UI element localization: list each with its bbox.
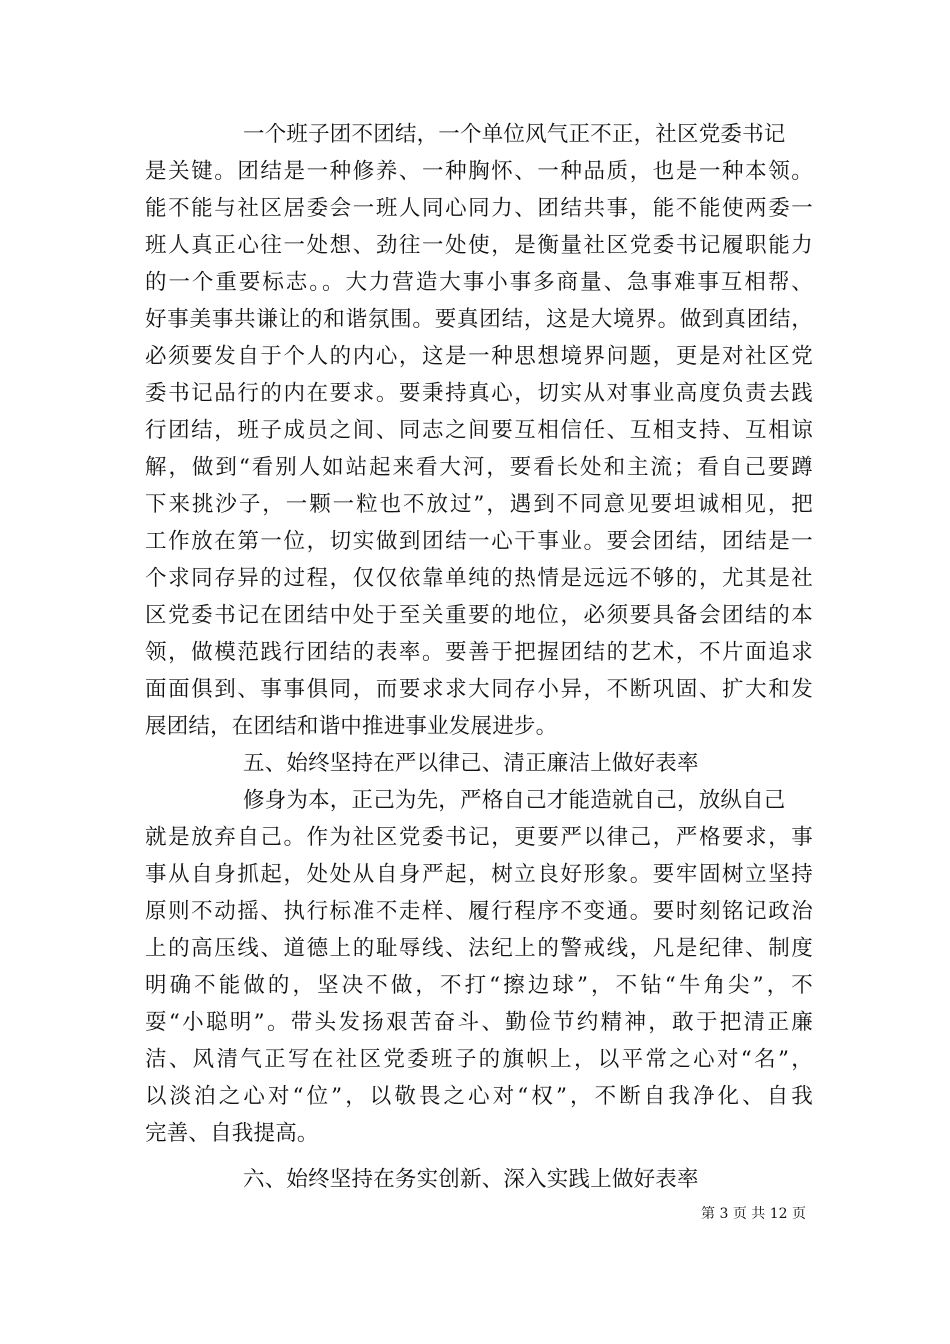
paragraph-unity xyxy=(145,116,813,745)
text-line: 事从自身抓起，处处从自身严起，树立良好形象。要牢固树立坚持 xyxy=(145,862,813,887)
text-line: 区党委书记在团结中处于至关重要的地位，必须要具备会团结的本 xyxy=(145,603,813,628)
text-line: 委书记品行的内在要求。要秉持真心，切实从对事业高度负责去践 xyxy=(145,381,813,406)
text-line: 展团结，在团结和谐中推进事业发展进步。 xyxy=(145,714,558,739)
text-line: 面面俱到、事事俱同，而要求求大同存小异，不断巩固、扩大和发 xyxy=(145,677,813,702)
page-number: 第 3 页 共 12 页 xyxy=(701,1206,806,1222)
text-line: 个求同存异的过程，仅仅依靠单纯的热情是远远不够的，尤其是社 xyxy=(145,566,813,591)
heading-text: 六、始终坚持在务实创新、深入实践上做好表率 xyxy=(243,1167,699,1192)
section-heading-6 xyxy=(145,1161,813,1198)
paragraph-self-discipline xyxy=(145,782,813,1152)
text-line: 是关键。团结是一种修养、一种胸怀、一种品质，也是一种本领。 xyxy=(145,159,813,184)
text-line: 领，做模范践行团结的表率。要善于把握团结的艺术，不片面追求 xyxy=(145,640,813,665)
text-line: 完善、自我提高。 xyxy=(145,1121,319,1146)
text-line: 的一个重要标志。。大力营造大事小事多商量、急事难事互相帮、 xyxy=(145,270,813,295)
text-line: 好事美事共谦让的和谐氛围。要真团结，这是大境界。做到真团结， xyxy=(145,307,813,332)
text-line: 明确不能做的，坚决不做，不打“擦边球”，不钻“牛角尖”，不 xyxy=(145,973,813,998)
heading-text: 五、始终坚持在严以律己、清正廉洁上做好表率 xyxy=(243,751,699,776)
text-line: 洁、风清气正写在社区党委班子的旗帜上，以平常之心对“名”， xyxy=(145,1047,813,1072)
text-line: 能不能与社区居委会一班人同心同力、团结共事，能不能使两委一 xyxy=(145,196,813,221)
text-line: 上的高压线、道德上的耻辱线、法纪上的警戒线，凡是纪律、制度 xyxy=(145,936,813,961)
text-line: 耍“小聪明”。带头发扬艰苦奋斗、勤俭节约精神，敢于把清正廉 xyxy=(145,1010,813,1035)
text-line: 修身为本，正己为先，严格自己才能造就自己，放纵自己 xyxy=(243,788,786,813)
text-line: 工作放在第一位，切实做到团结一心干事业。要会团结，团结是一 xyxy=(145,529,813,554)
text-line: 就是放弃自己。作为社区党委书记，更要严以律己，严格要求，事 xyxy=(145,825,813,850)
text-line: 行团结，班子成员之间、同志之间要互相信任、互相支持、互相谅 xyxy=(145,418,813,443)
text-line: 原则不动摇、执行标准不走样、履行程序不变通。要时刻铭记政治 xyxy=(145,899,813,924)
text-line: 解，做到“看别人如站起来看大河，要看长处和主流；看自己要蹲 xyxy=(145,455,813,480)
text-line: 以淡泊之心对“位”，以敬畏之心对“权”，不断自我净化、自我 xyxy=(145,1084,813,1109)
text-line: 下来挑沙子，一颗一粒也不放过”，遇到不同意见要坦诚相见，把 xyxy=(145,492,813,517)
text-line: 必须要发自于个人的内心，这是一种思想境界问题，更是对社区党 xyxy=(145,344,813,369)
text-line: 一个班子团不团结，一个单位风气正不正，社区党委书记 xyxy=(243,122,786,147)
text-line: 班人真正心往一处想、劲往一处使，是衡量社区党委书记履职能力 xyxy=(145,233,813,258)
section-heading-5 xyxy=(145,745,813,782)
